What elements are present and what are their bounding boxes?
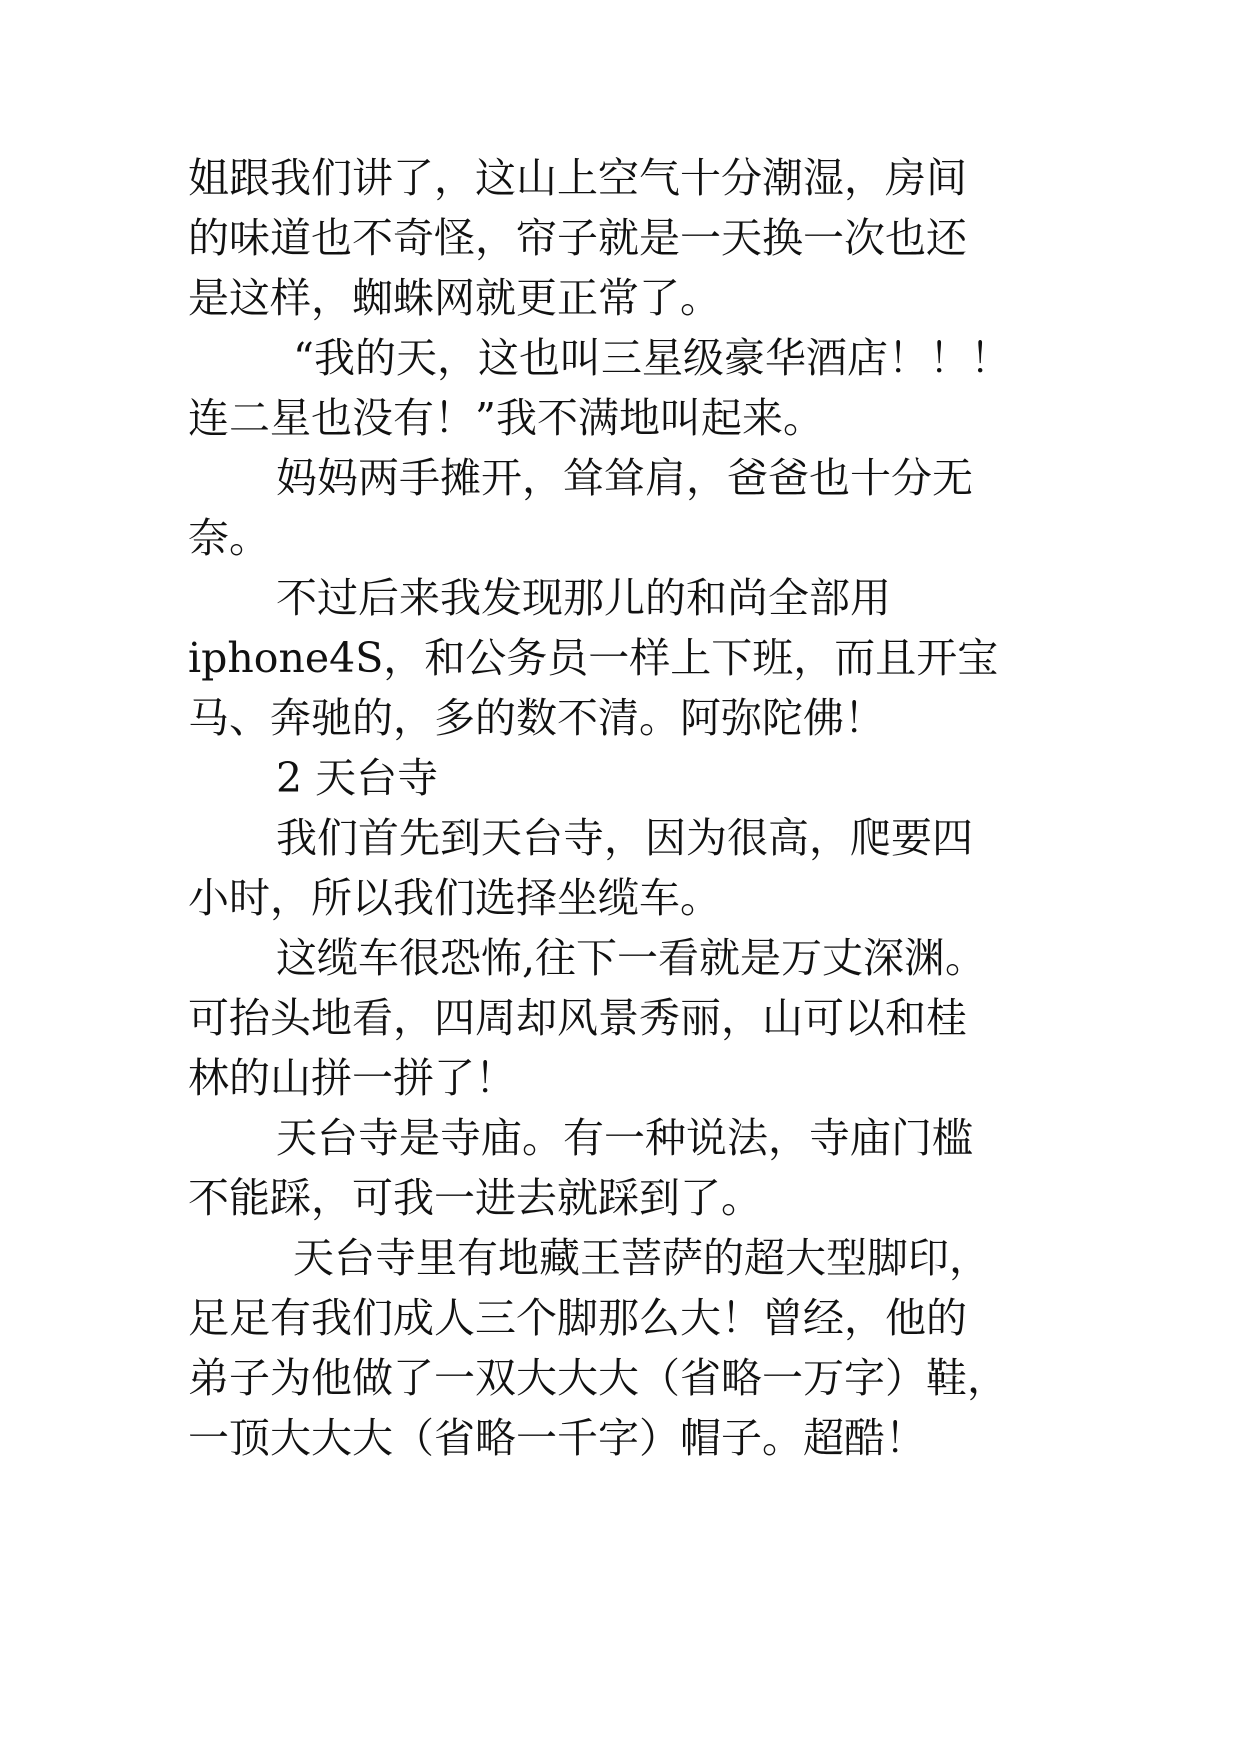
- text-line: 马、奔驰的，多的数不清。阿弥陀佛！: [188, 694, 885, 742]
- text-line: 一顶大大大（省略一千字）帽子。超酷！: [188, 1414, 926, 1462]
- text-line: 奈。: [188, 514, 270, 562]
- text-line: 足足有我们成人三个脚那么大！曾经，他的: [188, 1294, 967, 1342]
- text-line: 林的山拼一拼了！: [188, 1054, 516, 1102]
- text-line: 小时，所以我们选择坐缆车。: [188, 874, 721, 922]
- text-line: 这缆车很恐怖,往下一看就是万丈深渊。: [276, 934, 987, 982]
- text-line: 天台寺里有地藏王菩萨的超大型脚印，: [293, 1234, 990, 1282]
- text-line: 的味道也不奇怪，帘子就是一天换一次也还: [188, 214, 967, 262]
- text-line: 可抬头地看，四周却风景秀丽，山可以和桂: [188, 994, 967, 1042]
- text-line: 我们首先到天台寺，因为很高，爬要四: [276, 814, 973, 862]
- text-line: 不能踩，可我一进去就踩到了。: [188, 1174, 762, 1222]
- text-line: 不过后来我发现那儿的和尚全部用: [276, 574, 891, 622]
- text-line: 是这样，蜘蛛网就更正常了。: [188, 274, 721, 322]
- text-line: 姐跟我们讲了，这山上空气十分潮湿，房间: [188, 154, 967, 202]
- text-line: 妈妈两手摊开，耸耸肩，爸爸也十分无: [276, 454, 973, 502]
- text-line: 天台寺是寺庙。有一种说法，寺庙门槛: [276, 1114, 973, 1162]
- section-heading: 2 天台寺: [276, 754, 439, 802]
- text-line: “我的天，这也叫三星级豪华酒店！！！: [293, 334, 1011, 382]
- text-line: 连二星也没有！”我不满地叫起来。: [188, 394, 824, 442]
- body-text: [188, 148, 1068, 1468]
- text-line: 弟子为他做了一双大大大（省略一万字）鞋，: [188, 1354, 1008, 1402]
- text-line: iphone4S，和公务员一样上下班，而且开宝: [188, 634, 999, 682]
